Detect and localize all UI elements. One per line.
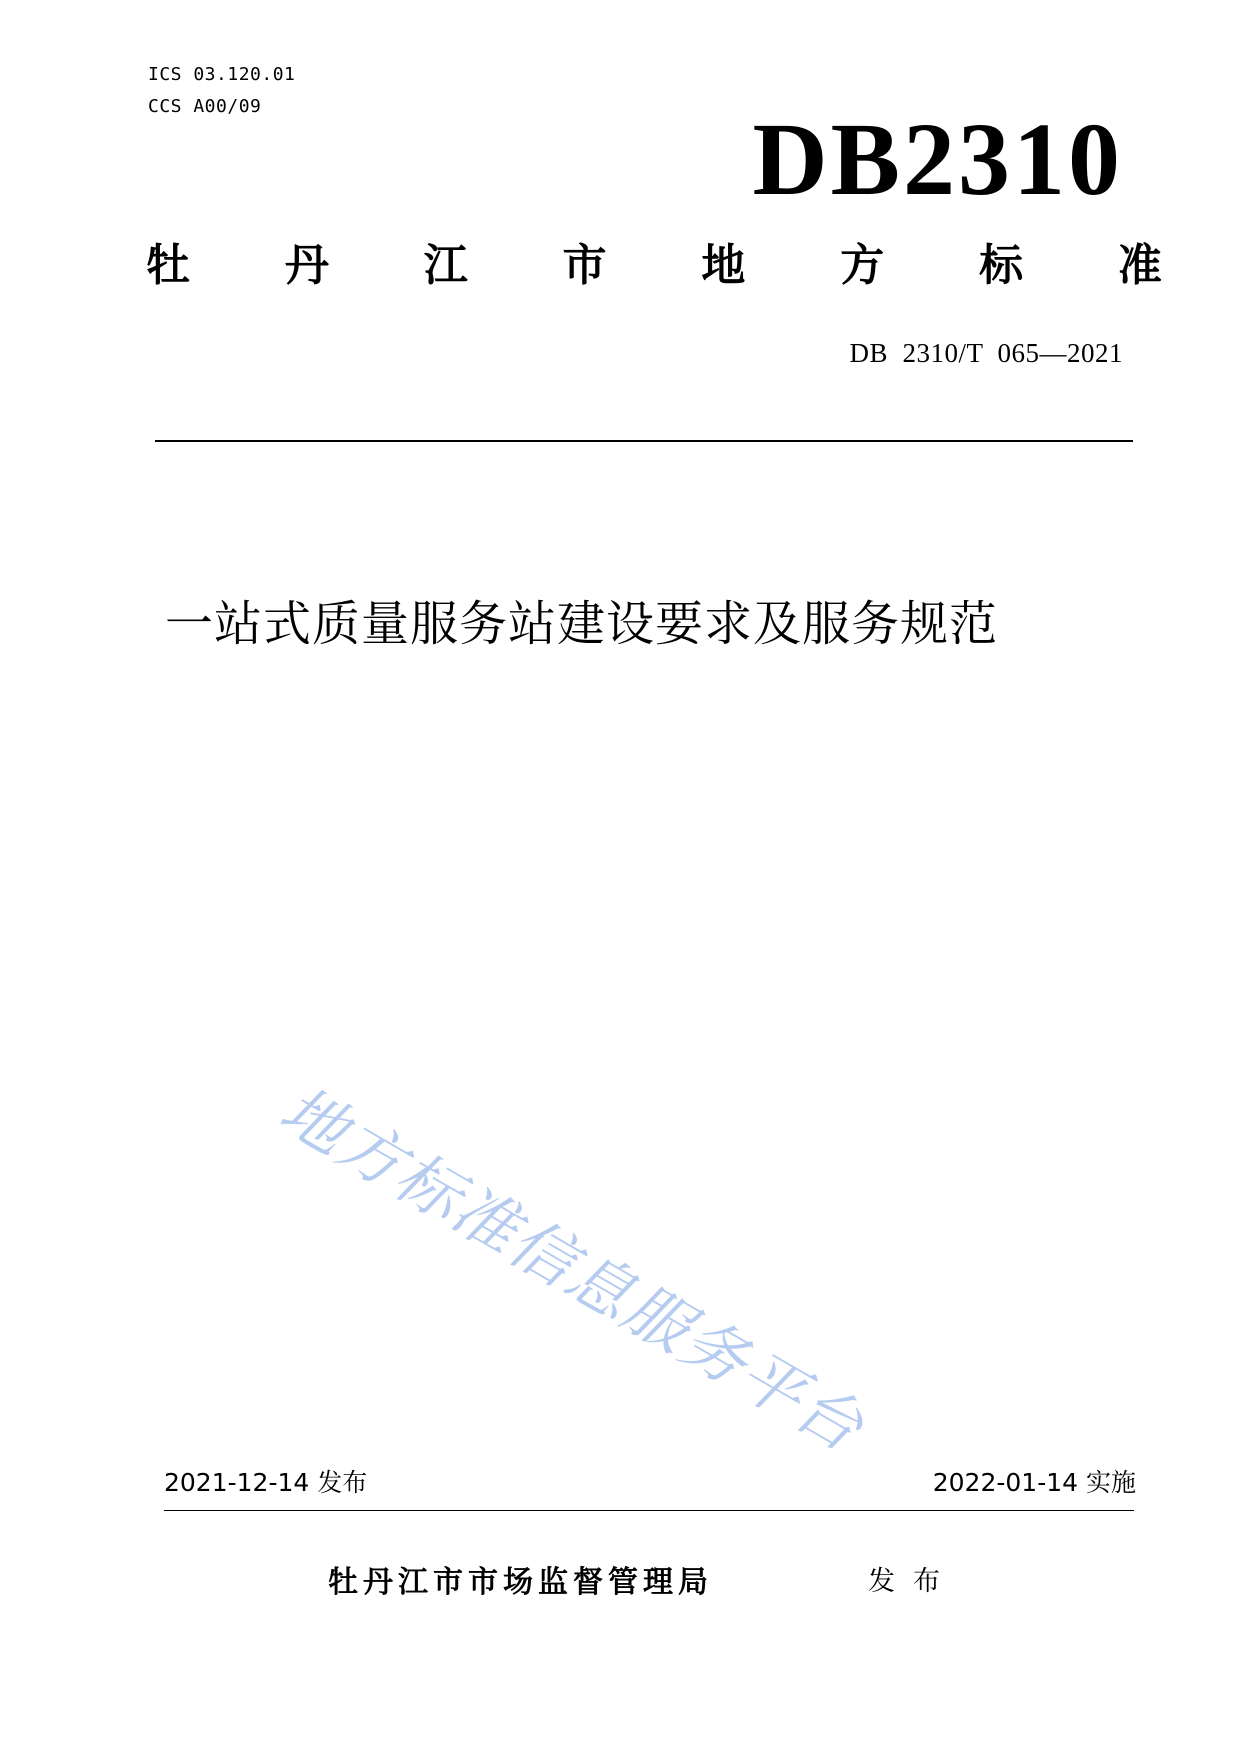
- watermark: 地方标准信息服务平台: [267, 1072, 877, 1468]
- standard-type-heading: [146, 240, 1162, 291]
- standard-code-large: DB2310: [752, 102, 1123, 217]
- issue-label: 发布: [868, 1566, 958, 1597]
- bottom-divider: [164, 1510, 1134, 1511]
- standard-type-char: 江: [423, 240, 468, 291]
- implement-date: 2022-01-14 实施: [932, 1468, 1136, 1497]
- standard-type-char: 牡: [146, 240, 190, 291]
- ccs-code: CCS A00/09: [148, 96, 262, 117]
- publish-date: 2021-12-14 发布: [164, 1468, 368, 1497]
- standard-type-char: 标: [979, 240, 1024, 291]
- issuing-authority: 牡丹江市市场监督管理局: [328, 1565, 713, 1600]
- standard-type-char: 方: [840, 240, 885, 291]
- standard-type-char: 地: [701, 240, 746, 291]
- standard-type-char: 市: [562, 240, 607, 291]
- standard-type-char: 丹: [284, 240, 329, 291]
- ics-code: ICS 03.120.01: [148, 64, 296, 85]
- standard-number: DB 2310/T 065—2021: [849, 338, 1123, 368]
- standard-type-char: 准: [1117, 240, 1162, 291]
- top-divider: [155, 440, 1133, 442]
- document-title: 一站式质量服务站建设要求及服务规范: [165, 596, 999, 652]
